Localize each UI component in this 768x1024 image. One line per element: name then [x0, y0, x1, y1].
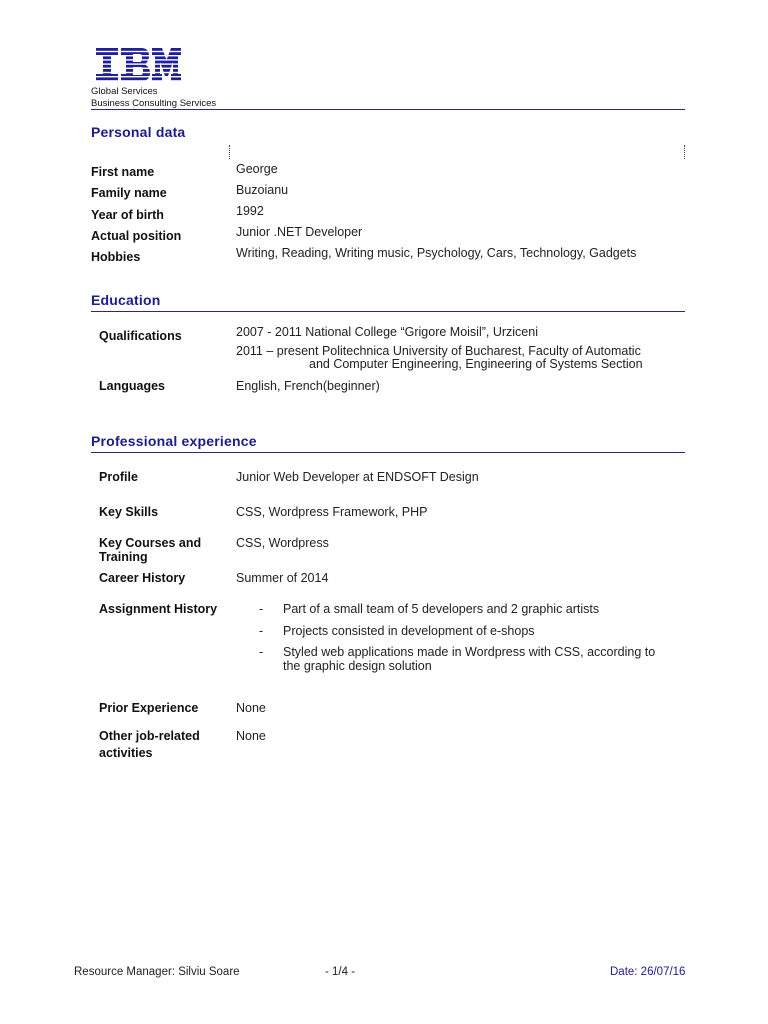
languages-value: English, French(beginner)	[236, 379, 380, 393]
bullet-dash: -	[259, 602, 264, 616]
hobbies-value: Writing, Reading, Writing music, Psychology, Cars, Technology, Gadgets	[236, 246, 637, 260]
section-title-education: Education	[91, 292, 161, 308]
actual-position-value: Junior .NET Developer	[236, 225, 363, 239]
section-rule	[91, 452, 685, 453]
bullet-dash: -	[259, 624, 264, 638]
key-courses-label: Key Courses and	[99, 536, 202, 550]
family-name-label: Family name	[91, 186, 167, 200]
key-courses-value: CSS, Wordpress	[236, 536, 329, 550]
other-activities-label: Other job-related	[99, 729, 200, 743]
actual-position-label: Actual position	[91, 229, 182, 243]
unit-line-1: Global Services	[91, 86, 158, 97]
assignment-item-continued: the graphic design solution	[283, 659, 432, 673]
languages-label: Languages	[99, 379, 165, 393]
footer-page-number: - 1/4 -	[325, 966, 356, 978]
key-skills-value: CSS, Wordpress Framework, PHP	[236, 505, 428, 519]
profile-label: Profile	[99, 470, 138, 484]
year-of-birth-value: 1992	[236, 204, 264, 218]
assignment-item: Part of a small team of 5 developers and 2 graphic artists	[283, 602, 600, 616]
prior-experience-value: None	[236, 701, 266, 715]
section-rule	[91, 311, 685, 312]
hobbies-label: Hobbies	[91, 250, 141, 264]
assignment-item: Styled web applications made in Wordpress with CSS, according to	[283, 645, 656, 659]
footer-resource-manager: Resource Manager: Silviu Soare	[74, 966, 240, 978]
first-name-value: George	[236, 162, 278, 176]
assignment-item: Projects consisted in development of e-shops	[283, 624, 535, 638]
other-activities-value: None	[236, 729, 266, 743]
prior-experience-label: Prior Experience	[99, 701, 199, 715]
key-courses-label-continued: Training	[99, 550, 148, 564]
other-activities-label-continued: activities	[99, 746, 153, 760]
bullet-dash: -	[259, 645, 264, 659]
header-rule	[91, 109, 685, 110]
footer-date: Date: 26/07/16	[610, 966, 686, 978]
qualifications-label: Qualifications	[99, 329, 182, 343]
column-marker	[229, 145, 231, 159]
qualification-item: 2007 - 2011 National College “Grigore Moisil”, Urziceni	[236, 325, 538, 339]
ibm-logo	[96, 48, 181, 81]
section-title-personal: Personal data	[91, 124, 186, 140]
family-name-value: Buzoianu	[236, 183, 289, 197]
section-title-experience: Professional experience	[91, 433, 257, 449]
assignment-history-label: Assignment History	[99, 602, 218, 616]
column-marker	[684, 145, 686, 159]
qualification-item: 2011 – present Politechnica University of Bucharest, Faculty of Automatic	[236, 344, 641, 358]
career-history-label: Career History	[99, 571, 186, 585]
year-of-birth-label: Year of birth	[91, 208, 164, 222]
career-history-value: Summer of 2014	[236, 571, 329, 585]
profile-value: Junior Web Developer at ENDSOFT Design	[236, 470, 479, 484]
key-skills-label: Key Skills	[99, 505, 159, 519]
unit-line-2: Business Consulting Services	[91, 98, 217, 109]
qualification-item-continued: and Computer Engineering, Engineering of Systems Section	[309, 357, 643, 371]
first-name-label: First name	[91, 165, 155, 179]
